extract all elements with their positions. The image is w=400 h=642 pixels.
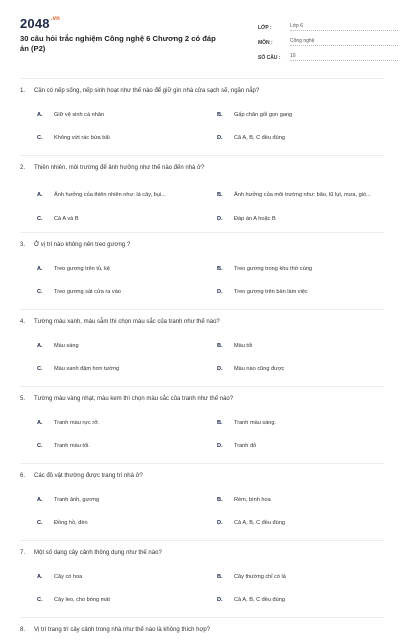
question-list (20, 78, 384, 637)
answer-option[interactable] (200, 280, 372, 303)
answer-text: Treo gương trên tủ, kệ (54, 265, 111, 272)
question-number: 5. (20, 396, 26, 402)
answer-letter: A. (37, 496, 43, 503)
divider (20, 78, 384, 79)
question-text: Ở vị trí nào không nên treo gương ? (34, 242, 131, 248)
answer-letter: C. (37, 442, 43, 449)
answer-text: Gấp chăn gối gọn gang (234, 111, 293, 118)
answer-letter: D. (217, 215, 223, 222)
meta-value: Lớp 6 (290, 23, 398, 31)
answer-grid (20, 334, 384, 380)
answer-option[interactable] (200, 103, 372, 126)
question-text-row (20, 624, 384, 642)
answer-text: Cả A, B, C đều đúng (234, 596, 285, 603)
answer-text: Cả A, B, C đều đúng (234, 134, 285, 141)
question-text-row (20, 393, 384, 411)
answer-text: Treo gương trên bàn làm việc (234, 288, 308, 295)
answer-letter: B. (217, 192, 223, 198)
answer-option[interactable] (200, 434, 372, 457)
answer-text: Tranh đỏ (234, 442, 257, 449)
answer-letter: D. (217, 365, 223, 372)
question-item (20, 155, 384, 232)
answer-letter: D. (217, 134, 223, 141)
answer-option[interactable] (20, 334, 192, 357)
answer-option[interactable] (200, 180, 372, 210)
question-text-row (20, 85, 384, 103)
answer-option[interactable] (20, 488, 192, 511)
meta-key: LỚP : (258, 25, 272, 31)
meta-key: MÔN : (258, 40, 273, 46)
answer-text: Cả A và B (54, 215, 79, 222)
answer-letter: D. (217, 596, 223, 603)
answer-letter: A. (37, 265, 43, 272)
question-item (20, 386, 384, 463)
answer-letter: B. (217, 573, 223, 580)
answer-text: Tranh ảnh, gương (54, 496, 100, 503)
answer-option[interactable] (20, 126, 192, 149)
answer-text: Không vứt rác bừa bãi (54, 134, 110, 141)
answer-grid (20, 257, 384, 303)
answer-option[interactable] (200, 334, 372, 357)
answer-option[interactable] (20, 103, 192, 126)
question-number: 1. (20, 88, 26, 94)
question-number: 8. (20, 627, 26, 633)
answer-text: Cả A, B, C đều đúng (234, 519, 285, 526)
answer-grid (20, 565, 384, 611)
answer-letter: B. (217, 265, 223, 272)
question-text: Một số dạng cây cảnh thông dụng như thế nào? (34, 550, 162, 556)
answer-option[interactable] (200, 357, 372, 380)
logo-suffix: .vn (50, 16, 61, 22)
answer-text: Tranh màu sáng. (234, 419, 277, 426)
meta-value: Công nghệ (290, 38, 398, 46)
answer-option[interactable] (20, 565, 192, 588)
answer-option[interactable] (200, 411, 372, 434)
answer-letter: A. (37, 192, 43, 198)
logo-main: 2048 (20, 16, 50, 31)
divider (20, 309, 384, 310)
answer-grid (20, 411, 384, 457)
answer-letter: A. (37, 419, 43, 426)
answer-text: Cây có hoa (54, 573, 83, 580)
worksheet-meta (258, 16, 398, 61)
meta-row-grade (258, 16, 398, 31)
divider (20, 155, 384, 156)
answer-letter: C. (37, 215, 43, 222)
answer-text: Ảnh hưởng của môi trường như: bão, lũ lụt, mưa, gió... (234, 192, 371, 198)
question-item (20, 540, 384, 617)
answer-text: Đồng hồ, đèn (54, 519, 88, 526)
question-item (20, 617, 384, 637)
answer-option[interactable] (200, 257, 372, 280)
answer-letter: B. (217, 419, 223, 426)
answer-letter: A. (37, 342, 43, 349)
question-text: Vị trí trang trí cây cảnh trong nhà như thế nào là không thích hợp? (34, 627, 211, 633)
answer-text: Ảnh hưởng của thiên nhiên như: lá cây, bụi... (54, 192, 166, 198)
question-text-row (20, 470, 384, 488)
divider (20, 540, 384, 541)
answer-option[interactable] (20, 210, 192, 227)
meta-row-count (258, 46, 398, 61)
question-item (20, 309, 384, 386)
answer-letter: C. (37, 519, 43, 526)
divider (20, 232, 384, 233)
answer-option[interactable] (20, 511, 192, 534)
answer-text: Treo gương trong khu thờ cúng (234, 265, 313, 272)
answer-option[interactable] (20, 434, 192, 457)
answer-text: Cây leo, cho bóng mát (54, 596, 110, 603)
answer-text: Giữ vệ sinh cá nhân (54, 111, 105, 118)
answer-letter: B. (217, 111, 223, 118)
answer-option[interactable] (20, 280, 192, 303)
question-item (20, 463, 384, 540)
answer-letter: A. (37, 111, 43, 118)
meta-value: 10 (290, 53, 398, 61)
answer-text: Treo gương sát cửa ra vào (54, 288, 121, 295)
divider (20, 463, 384, 464)
question-text: Các đồ vật thường được trang trí nhà ở? (34, 473, 143, 479)
answer-letter: D. (217, 442, 223, 449)
meta-row-subject (258, 31, 398, 46)
answer-text: Cây thường chỉ có lá (234, 573, 286, 580)
answer-option[interactable] (200, 565, 372, 588)
question-text-row (20, 316, 384, 334)
site-logo[interactable] (20, 16, 60, 31)
question-text-row (20, 547, 384, 565)
answer-text: Tranh màu rực rỡ. (54, 419, 100, 426)
answer-option[interactable] (200, 511, 372, 534)
answer-option[interactable] (20, 411, 192, 434)
question-item (20, 232, 384, 309)
question-item (20, 78, 384, 155)
answer-text: Màu tối (234, 342, 253, 349)
answer-option[interactable] (20, 257, 192, 280)
question-text: Tường màu vàng nhạt, màu kem thì chọn màu sắc của tranh như thế nào? (34, 396, 234, 402)
answer-letter: A. (37, 573, 43, 580)
answer-option[interactable] (20, 357, 192, 380)
answer-grid (20, 103, 384, 149)
question-text: Tường màu xanh, màu sẫm thì chọn màu sắc của tranh như thế nào? (34, 319, 220, 325)
answer-text: Màu sáng (54, 342, 79, 349)
answer-text: Rèm, bình hoa (234, 496, 271, 503)
answer-option[interactable] (200, 210, 372, 227)
meta-key: SỐ CÂU : (258, 55, 281, 61)
answer-letter: C. (37, 288, 43, 295)
answer-option[interactable] (200, 488, 372, 511)
answer-text: Màu xanh đậm hơn tường (54, 365, 120, 372)
answer-letter: B. (217, 496, 223, 503)
divider (20, 617, 384, 618)
answer-option[interactable] (200, 126, 372, 149)
answer-letter: D. (217, 519, 223, 526)
answer-letter: D. (217, 288, 223, 295)
question-text-row (20, 239, 384, 257)
answer-letter: C. (37, 365, 43, 372)
question-text: Cần có nếp sống, nếp sinh hoạt như thế nào để giữ gìn nhà cửa sạch sẽ, ngăn nắp? (34, 88, 260, 94)
question-number: 3. (20, 242, 26, 248)
question-number: 7. (20, 550, 26, 556)
worksheet-title: 30 câu hỏi trắc nghiệm Công nghệ 6 Chương 2 có đáp án (P2) (20, 34, 216, 53)
answer-text: Tranh màu tối. (54, 442, 90, 449)
question-text: Thiên nhiên, môi trường để ảnh hưởng như thế nào đến nhà ở? (34, 165, 205, 171)
divider (20, 386, 384, 387)
answer-option[interactable] (20, 180, 192, 210)
worksheet-header (20, 14, 380, 62)
question-number: 6. (20, 473, 26, 479)
answer-letter: B. (217, 342, 223, 349)
answer-grid (20, 180, 384, 227)
answer-grid (20, 488, 384, 534)
answer-text: Đáp án A hoặc B (234, 215, 276, 222)
question-text-row (20, 162, 384, 180)
question-number: 4. (20, 319, 26, 325)
question-number: 2. (20, 165, 26, 171)
answer-letter: C. (37, 596, 43, 603)
answer-text: Màu nào cũng được (234, 365, 285, 372)
answer-letter: C. (37, 134, 43, 141)
